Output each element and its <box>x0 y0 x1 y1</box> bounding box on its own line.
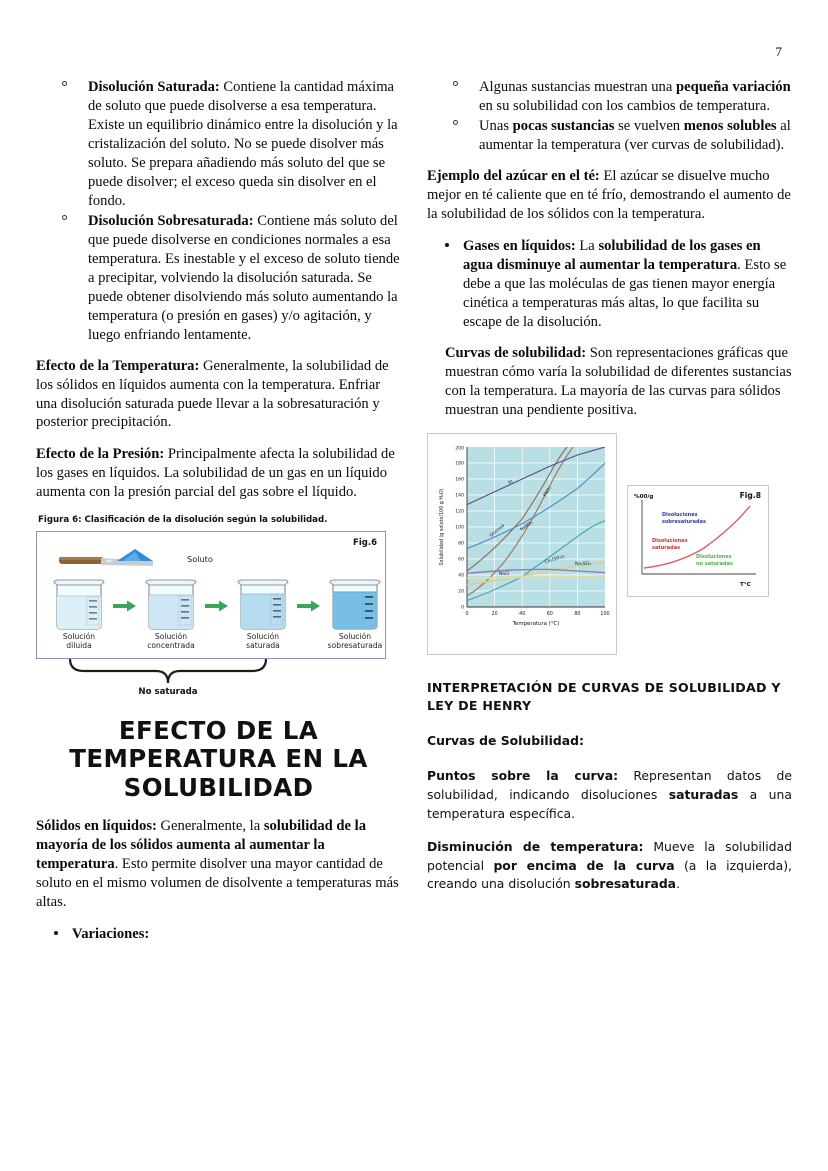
svg-text:20: 20 <box>458 589 464 595</box>
right-serif-block <box>427 78 792 420</box>
right-sans-block <box>427 679 792 895</box>
round-bullet-icon <box>445 243 449 247</box>
figure7-solubility-curves-chart <box>427 433 617 655</box>
right-column <box>427 78 792 956</box>
series-label-na2so4: Na₂SO₄ <box>575 561 591 567</box>
left-variaciones-list <box>36 925 401 944</box>
figure8-saturation-regions-chart <box>627 485 769 597</box>
figure7-ylabel: Solubilidad (g soluto/100 g H₂O) <box>440 487 445 566</box>
paragraph-curvas-solubilidad: Curvas de solubilidad: Son representaciones gráficas que muestran cómo varía la solubilidad de diferentes sustancias con la temperatura. La mayoría de las curvas para sólidos muestran una pendiente positiva. <box>445 344 792 418</box>
arrow-right-icon <box>113 600 137 612</box>
svg-text:0: 0 <box>465 611 469 617</box>
paragraph-lead: Curvas de solubilidad: <box>445 344 587 361</box>
paragraph-lead: Efecto de la Temperatura: <box>36 357 200 374</box>
circle-bullet-icon <box>453 81 458 86</box>
svg-text:40: 40 <box>519 611 526 617</box>
series-label-nano3: NaNO₃ <box>519 519 535 533</box>
svg-text:160: 160 <box>455 477 464 483</box>
list-item <box>36 78 401 211</box>
circle-bullet-icon <box>62 81 67 86</box>
section-title: INTERPRETACIÓN DE CURVAS DE SOLUBILIDAD Y LEY DE HENRY <box>427 679 781 714</box>
figure8-annotation-saturadas: Disoluciones <box>652 537 688 544</box>
list-item-text: Variaciones: <box>72 926 150 943</box>
figure7-xlabel: Temperatura (°C) <box>512 620 560 627</box>
page-number: 7 <box>775 44 782 59</box>
paragraph-lead: Sólidos en líquidos: <box>36 818 157 835</box>
svg-text:200: 200 <box>455 446 464 452</box>
figure8-ylabel: %00/g <box>634 493 654 500</box>
series-label-nacl: NaCl <box>499 571 510 577</box>
list-item <box>36 212 401 345</box>
list-item: Algunas sustancias muestran una pequeña variación en su solubilidad con los cambios de temperatura. <box>427 78 792 116</box>
paragraph-lead: Efecto de la Presión: <box>36 446 165 463</box>
svg-text:80: 80 <box>574 611 581 617</box>
right-gases-list <box>427 237 792 332</box>
beaker-label: Solución sobresaturada <box>327 631 383 650</box>
paragraph-lead: Ejemplo del azúcar en el té: <box>427 167 600 184</box>
svg-text:140: 140 <box>455 493 464 499</box>
figure6-caption: Figura 6: Clasificación de la disolución según la solubilidad. <box>38 515 328 526</box>
beaker-diluida-icon <box>51 578 107 630</box>
section-display-heading: EFECTO DE LA TEMPERATURA EN LA SOLUBILIDAD <box>69 715 368 803</box>
svg-text:0: 0 <box>461 605 464 611</box>
list-item-lead: Disolución Sobresaturada: <box>88 212 254 229</box>
figure8-svg <box>628 486 768 596</box>
svg-text:60: 60 <box>546 611 553 617</box>
svg-text:20: 20 <box>491 611 498 617</box>
paragraph-ejemplo-azucar: Ejemplo del azúcar en el té: El azúcar se disuelve mucho mejor en té caliente que en té frío, demostrando el aumento de la solubilidad de los sólidos con la temperatura. <box>427 167 791 222</box>
spatula-with-solute-icon <box>57 548 177 574</box>
curly-brace-icon <box>68 659 268 685</box>
figure6-brace-label: No saturada <box>138 686 198 697</box>
svg-text:80: 80 <box>458 541 464 547</box>
series-label-glucosa: Glucosa <box>489 522 506 539</box>
svg-text:120: 120 <box>455 509 464 515</box>
paragraph-text: Principalmente afecta la solubilidad de los gases en líquidos. La solubilidad de un gas en un líquido aumenta con la presión parcial del gas sobre el líquido. <box>36 446 395 501</box>
svg-text:saturadas: saturadas <box>652 544 681 551</box>
beaker-sobresaturada-icon <box>327 578 383 630</box>
paragraph-efecto-temperatura <box>36 357 401 433</box>
paragraph-disminucion-temperatura: Disminución de temperatura: Mueve la solubilidad potencial por encima de la curva (a la izquierda), creando una disolución sobresaturada. <box>427 838 792 892</box>
svg-text:40: 40 <box>458 573 464 579</box>
svg-text:sobresaturadas: sobresaturadas <box>662 518 706 525</box>
list-item-text: Contiene más soluto del que puede disolverse en condiciones normales a esa temperatura. Es inestable y el exceso de soluto tiende a precipitar, volviendo la disolución saturada. Se puede obtener disolviendo más soluto aumentando la temperatura (o presión en gases) y/o agitación, y luego enfriando lentamente. <box>88 212 400 343</box>
arrow-right-icon <box>297 600 321 612</box>
figure8-annotation-sobresaturadas: Disoluciones <box>662 511 698 518</box>
right-sublist-variaciones <box>427 78 792 155</box>
circle-bullet-icon <box>453 120 458 125</box>
circle-bullet-icon <box>62 215 67 220</box>
svg-text:100: 100 <box>600 611 610 617</box>
beaker-label: Solución diluida <box>62 631 96 650</box>
list-item-lead: Disolución Saturada: <box>88 79 220 95</box>
beaker-concentrada-icon <box>143 578 199 630</box>
beaker-label: Solución saturada <box>246 631 280 650</box>
list-item <box>36 925 401 944</box>
svg-text:100: 100 <box>455 525 464 531</box>
list-item: Unas pocas sustancias se vuelven menos solubles al aumentar la temperatura (ver curvas de solubilidad). <box>427 117 792 155</box>
list-item: Gases en líquidos: La solubilidad de los gases en agua disminuye al aumentar la temperatura. Esto se debe a que las moléculas de gas tienen mayor energía cinética a temperaturas más altas, lo que facilita su escape de la disolución. <box>427 237 792 332</box>
beaker-saturada-icon <box>235 578 291 630</box>
paragraph-efecto-presion <box>36 445 401 502</box>
solubility-curves-svg <box>433 439 611 649</box>
paragraph-solidos-en-liquidos: Sólidos en líquidos: Generalmente, la solubilidad de la mayoría de los sólidos aumenta al aumentar la temperatura. Esto permite disolver una mayor cantidad de soluto en el mismo volumen de disolvente a temperaturas más altas. <box>36 818 399 911</box>
figure8-tag: Fig.8 <box>739 490 761 500</box>
figure6-tag: Fig.6 <box>353 537 377 548</box>
svg-text:60: 60 <box>458 557 464 563</box>
arrow-right-icon <box>205 600 229 612</box>
figures-row <box>427 433 792 655</box>
paragraph-text: Generalmente, la solubilidad de los sólidos en líquidos aumenta con la temperatura. Enfriar una disolución saturada puede llevar a la sobresaturación y posterior precipitación. <box>36 357 389 431</box>
subsection-title: Curvas de Solubilidad: <box>427 733 584 749</box>
two-column-layout <box>36 78 792 956</box>
paragraph-puntos-sobre-la-curva: Puntos sobre la curva: Representan datos de solubilidad, indicando disoluciones saturadas a una temperatura específica. <box>427 768 792 821</box>
figure6-solute-label: Soluto <box>187 553 213 564</box>
figure6-brace-group <box>36 659 386 701</box>
svg-text:no saturadas: no saturadas <box>696 560 733 567</box>
list-item-text: Contiene la cantidad máxima de soluto que puede disolverse a esa temperatura. Existe un equilibrio dinámico entre la disolución y la cristalización del soluto. No se puede disolver más soluto. Se prepara añadiendo más soluto del que se puede disolver; el exceso queda sin disolver en el fondo. <box>88 79 398 209</box>
left-column <box>36 78 401 956</box>
beaker-label: Solución concentrada <box>147 631 195 650</box>
figure8-xlabel: T°C <box>740 581 751 588</box>
series-label-ce2so43: Ce₂(SO₄)₃ <box>544 553 566 565</box>
series-label-ki: KI <box>507 479 514 486</box>
svg-text:180: 180 <box>455 461 464 467</box>
left-sublist-disoluciones <box>36 78 401 345</box>
figure6-beaker-row <box>47 578 383 656</box>
series-label-kno3: KNO₃ <box>542 485 554 498</box>
round-bullet-icon <box>54 931 58 935</box>
figure6-image <box>36 531 386 659</box>
figure8-annotation-no-saturadas: Disoluciones <box>696 553 732 560</box>
